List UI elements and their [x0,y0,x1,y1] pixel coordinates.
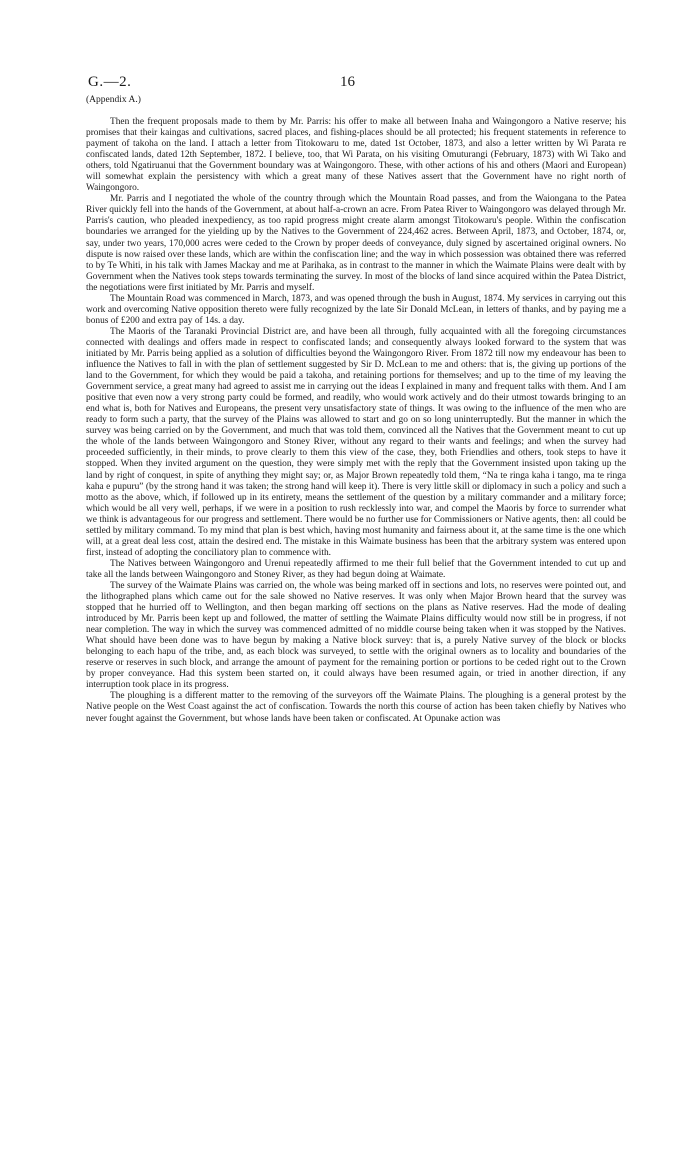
paragraph: The survey of the Waimate Plains was carried on, the whole was being marked off in sections and lots, no reserves were pointed out, and the lithographed plans which came out for the sale showed no Native reserves. It was only when Major Brown heard that the survey was stopped that he hurried off to Wellington, and then began marking off sections on the plans as Native reserves. Had the mode of dealing introduced by Mr. Parris been kept up and followed, the matter of settling the Waimate Plains difficulty would now still be in progress, if not near completion. The way in which the survey was commenced admitted of no middle course being taken when it was stopped by the Natives. What should have been done was to have begun by making a Native block survey: that is, a purely Native survey of the block or blocks belonging to each hapu of the tribe, and, as each block was surveyed, to settle with the original owners as to locality and boundaries of the reserve or reserves in such block, and arrange the amount of payment for the remaining portion or portions to be ceded right out to the Crown by proper conveyance. Had this system been started on, it could always have been resumed again, or tried in another direction, if any interruption took place in its progress. [86,580,626,691]
paragraph: The Maoris of the Taranaki Provincial District are, and have been all through, fully acquainted with all the foregoing circumstances connected with dealings and offers made in respect to confiscated lands; and consequently always looked forward to the system that was initiated by Mr. Parris being applied as a solution of difficulties beyond the Waingongoro River. From 1872 till now my endeavour has been to influence the Natives to fall in with the plan of settlement suggested by Sir D. McLean to me and others: that is, the giving up portions of the land to the Government, for which they would be paid a takoha, and retaining portions for themselves; and up to the time of my leaving the Government service, a great many had agreed to assist me in carrying out the ideas I explained in many and frequent talks with them. And I am positive that even now a very strong party could be formed, and readily, who would work actively and do their utmost towards bringing to an end what is, both for Natives and Europeans, the present very unsatisfactory state of things. It was owing to the influence of the men who are ready to form such a party, that the survey of the Plains was allowed to start and go on so long uninterruptedly. But the manner in which the survey was being carried on by the Government, and much that was told them, convinced all the Natives that the Government meant to cut up the whole of the lands between Waingongoro and Stoney River, without any regard to their wants and feelings; and when the survey had proceeded sufficiently, in their minds, to prove clearly to them this view of the case, they, both Friendlies and others, took steps to have it stopped. When they invited argument on the question, they were simply met with the reply that the Government insisted upon taking up the land by right of conquest, in spite of anything they might say; or, as Major Brown repeatedly told them, “Na te ringa kaha i tango, ma te ringa kaha e pupuru” (by the strong hand it was taken; the strong hand will keep it). There is very little skill or diplomacy in such a policy and such a motto as the above, which, if followed up in its entirety, means the settlement of the question by a military commander and a military force; which would be all very well, perhaps, if we were in a position to rush recklessly into war, and compel the Maoris by force to surrender what we think is advantageous for our progress and settlement. There would be no further use for Commissioners or Native agents, then: all could be settled by military command. To my mind that plan is best which, having most humanity and fairness about it, at the same time is the one which will, at a great deal less cost, attain the desired end. The mistake in this Waimate business has been that the arbitrary system was entered upon first, instead of adopting the conciliatory plan to commence with. [86,326,626,558]
paragraph: The ploughing is a different matter to the removing of the surveyors off the Waimate Plains. The ploughing is a general protest by the Native people on the West Coast against the act of confiscation. Towards the north this course of action has been taken chiefly by Natives who never fought against the Government, but whose lands have been taken or confiscated. At Opunake action was [86,691,626,724]
body-text [86,117,626,725]
paragraph: The Mountain Road was commenced in March, 1873, and was opened through the bush in August, 1874. My services in carrying out this work and overcoming Native opposition thereto were fully recognized by the late Sir Donald McLean, in letters of thanks, and by paying me a bonus of £200 and extra pay of 14s. a day. [86,293,626,326]
page-header [86,74,626,114]
paragraph: The Natives between Waingongoro and Urenui repeatedly affirmed to me their full belief that the Government intended to cut up and take all the lands between Waingongoro and Stoney River, as they had begun doing at Waimate. [86,558,626,580]
paragraph: Mr. Parris and I negotiated the whole of the country through which the Mountain Road passes, and from the Waiongana to the Patea River quickly fell into the hands of the Government, at about half-a-crown an acre. From Patea River to Waingongoro was delayed through Mr. Parris's caution, who pleaded inexpediency, as too rapid progress might create alarm amongst Titokowaru's people. Within the confiscation boundaries we arranged for the yielding up by the Natives to the Government of 224,462 acres. Between April, 1873, and October, 1874, or, say, under two years, 170,000 acres were ceded to the Crown by proper deeds of conveyance, duly signed by ascertained original owners. No dispute is now raised over these lands, which are within the confiscation line; and the way in which possession was obtained there was referred to by Te Whiti, in his talk with James Mackay and me at Parihaka, as in contrast to the manner in which the Waimate Plains were dealt with by Government when the Natives took steps towards terminating the survey. In most of the blocks of land since acquired within the Patea District, the negotiations were first initiated by Mr. Parris and myself. [86,194,626,293]
paragraph: Then the frequent proposals made to them by Mr. Parris: his offer to make all between Inaha and Waingongoro a Native reserve; his promises that their kaingas and cultivations, sacred places, and fishing-places should be all protected; his frequent statements in reference to payment of takoha on the land. I attach a letter from Titokowaru to me, dated 1st October, 1873, and also a letter written by Wi Parata re confiscated lands, dated 12th September, 1872. I believe, too, that Wi Parata, on his visiting Omuturangi (February, 1873) with Wi Tako and others, told Ngatiruanui that the Government boundary was at Waingongoro. These, with other actions of his and others (Maori and European) will somewhat explain the persistency with which a great many of these Natives assert that the Government have no right north of Waingongoro. [86,117,626,194]
appendix-label: (Appendix A.) [86,95,141,105]
page-number: 16 [340,74,355,90]
document-reference: G.—2. [88,74,132,90]
